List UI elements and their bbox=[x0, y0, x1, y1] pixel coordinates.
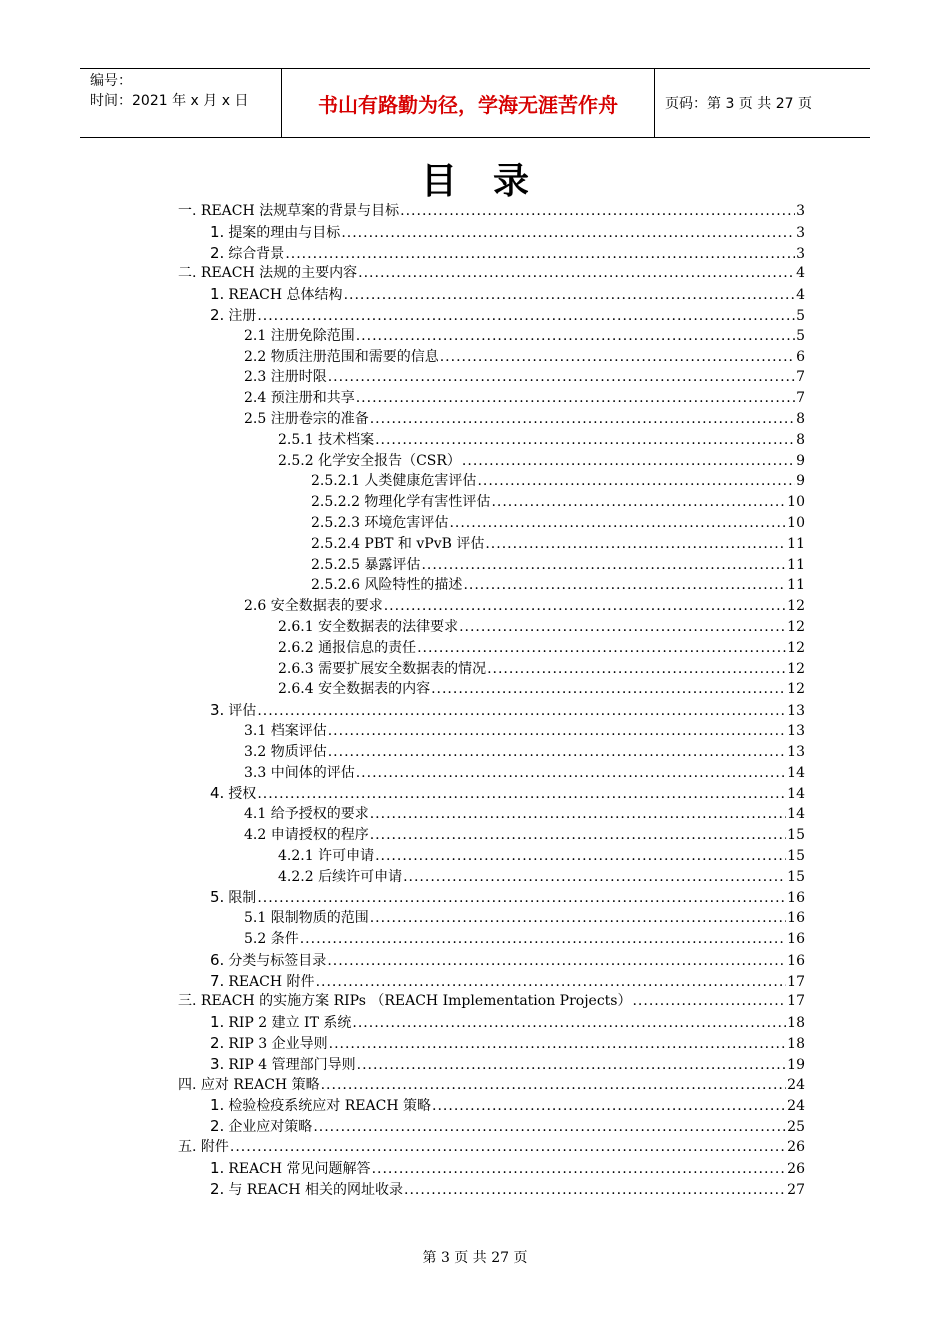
toc-entry[interactable] bbox=[210, 887, 805, 907]
toc-entry[interactable] bbox=[244, 388, 805, 408]
toc-dot-leader bbox=[370, 409, 795, 429]
toc-entry[interactable] bbox=[244, 742, 805, 762]
toc-entry[interactable] bbox=[244, 763, 805, 783]
toc-entry-title bbox=[244, 804, 369, 824]
toc-entry[interactable] bbox=[311, 575, 805, 595]
toc-entry-page: 16 bbox=[787, 952, 805, 969]
toc-entry-text: 检验检疫系统应对 REACH 策略 bbox=[228, 1098, 432, 1115]
toc-entry-text: 五. 附件 bbox=[178, 1139, 229, 1155]
toc-entry-title bbox=[311, 534, 484, 554]
toc-entry-text: 2.6.1 安全数据表的法律要求 bbox=[278, 619, 459, 635]
toc-entry-title bbox=[210, 887, 256, 908]
header-motto: 书山有路勤为径，学海无涯苦作舟 bbox=[282, 69, 655, 137]
toc-entry-title bbox=[178, 263, 357, 283]
toc-entry-text: 一. REACH 法规草案的背景与目标 bbox=[178, 203, 400, 219]
toc-entry-title bbox=[210, 1033, 328, 1054]
toc-entry-text: 分类与标签目录 bbox=[228, 952, 327, 969]
toc-entry-page: 5 bbox=[796, 327, 805, 344]
toc-entry-text: REACH 附件 bbox=[228, 973, 315, 990]
toc-dot-leader bbox=[257, 784, 786, 804]
toc-entry-text: 2.5.2 化学安全报告（CSR） bbox=[278, 452, 461, 469]
toc-entry[interactable] bbox=[244, 367, 805, 387]
toc-entry[interactable] bbox=[278, 867, 805, 887]
toc-entry-page: 3 bbox=[796, 203, 805, 219]
toc-entry-title bbox=[210, 305, 256, 326]
toc-entry[interactable] bbox=[210, 222, 805, 242]
toc-entry[interactable] bbox=[244, 804, 805, 824]
toc-dot-leader bbox=[370, 908, 786, 928]
toc-entry[interactable] bbox=[278, 679, 805, 699]
toc-entry[interactable] bbox=[178, 201, 805, 221]
toc-entry-title bbox=[210, 1095, 431, 1116]
toc-entry-title bbox=[311, 555, 420, 575]
toc-entry-page: 6 bbox=[796, 348, 805, 365]
toc-entry[interactable] bbox=[278, 451, 805, 471]
toc-entry-page: 12 bbox=[787, 598, 805, 615]
toc-entry-page: 25 bbox=[787, 1119, 805, 1136]
toc-entry-title bbox=[178, 201, 399, 221]
toc-entry-title bbox=[178, 1137, 229, 1157]
toc-dot-leader bbox=[344, 285, 796, 305]
toc-entry-number: 1. bbox=[210, 1096, 225, 1115]
toc-entry-text: RIP 2 建立 IT 系统 bbox=[228, 1015, 352, 1032]
toc-entry[interactable] bbox=[278, 659, 805, 679]
toc-entry[interactable] bbox=[210, 700, 805, 720]
toc-entry-page: 12 bbox=[787, 660, 805, 677]
toc-entry-page: 15 bbox=[787, 847, 805, 864]
toc-entry-page: 14 bbox=[787, 764, 805, 781]
toc-entry[interactable] bbox=[278, 638, 805, 658]
toc-entry-page: 10 bbox=[787, 515, 805, 531]
toc-entry-page: 15 bbox=[787, 868, 805, 885]
toc-entry[interactable] bbox=[278, 430, 805, 450]
toc-entry-page: 13 bbox=[787, 743, 805, 760]
toc-entry-title bbox=[311, 471, 476, 491]
toc-entry-page: 4 bbox=[796, 287, 805, 304]
toc-entry-title bbox=[244, 367, 327, 387]
toc-dot-leader bbox=[375, 430, 795, 450]
toc-entry-text: 提案的理由与目标 bbox=[228, 224, 341, 241]
toc-entry[interactable] bbox=[178, 263, 805, 283]
header-date: 时间：2021 年 x 月 x 日 bbox=[90, 93, 249, 109]
toc-entry-page: 18 bbox=[787, 1015, 805, 1032]
toc-entry[interactable] bbox=[210, 783, 805, 803]
toc-title: 目录 bbox=[420, 161, 565, 202]
toc-entry-title bbox=[178, 991, 631, 1011]
toc-entry-page: 19 bbox=[787, 1056, 805, 1073]
toc-entry-number: 1. bbox=[210, 1013, 225, 1032]
toc-dot-leader bbox=[431, 679, 786, 699]
toc-entry-text: 四. 应对 REACH 策略 bbox=[178, 1076, 320, 1093]
toc-entry-number: 2. bbox=[210, 1034, 225, 1052]
toc-entry[interactable] bbox=[210, 1179, 805, 1199]
toc-entry-text: 2.2 物质注册范围和需要的信息 bbox=[244, 348, 439, 365]
toc-entry-number: 1. bbox=[210, 285, 225, 304]
toc-dot-leader bbox=[375, 846, 786, 866]
toc-entry-title bbox=[244, 409, 369, 429]
toc-entry-title bbox=[210, 1158, 371, 1179]
toc-entry-page: 18 bbox=[787, 1036, 805, 1052]
toc-entry-number: 1. bbox=[210, 1158, 225, 1177]
toc-dot-leader bbox=[356, 388, 795, 408]
toc-entry-number: 3. bbox=[210, 701, 225, 720]
toc-entry-page: 11 bbox=[787, 535, 805, 552]
toc-entry-text: 2.5.2.2 物理化学有害性评估 bbox=[311, 494, 491, 511]
toc-entry-title bbox=[278, 659, 486, 679]
toc-dot-leader bbox=[370, 825, 786, 845]
toc-entry[interactable] bbox=[244, 326, 805, 346]
toc-entry-text: 2.5.2.5 暴露评估 bbox=[311, 556, 421, 573]
page-footer: 第 3 页 共 27 页 bbox=[422, 1250, 528, 1266]
toc-entry-title bbox=[210, 284, 343, 305]
toc-entry-page: 3 bbox=[796, 245, 805, 262]
toc-entry-page: 26 bbox=[787, 1160, 805, 1177]
toc-dot-leader bbox=[300, 929, 786, 949]
toc-dot-leader bbox=[372, 1159, 787, 1179]
toc-dot-leader bbox=[341, 223, 795, 243]
toc-entry-text: 2.5.1 技术档案 bbox=[278, 431, 375, 448]
toc-entry-title bbox=[278, 638, 416, 658]
toc-entry-title bbox=[278, 867, 402, 887]
toc-entry-text: 3.3 中间体的评估 bbox=[244, 764, 355, 781]
toc-dot-leader bbox=[356, 326, 795, 346]
toc-dot-leader bbox=[328, 367, 795, 387]
toc-dot-leader bbox=[352, 1013, 786, 1033]
toc-entry-title bbox=[210, 1012, 351, 1033]
toc-entry-text: 三. REACH 的实施方案 RIPs （REACH Implementation Projects） bbox=[178, 993, 632, 1010]
toc-entry[interactable] bbox=[311, 513, 805, 533]
toc-entry-page: 9 bbox=[796, 452, 805, 469]
toc-entry-title bbox=[210, 243, 284, 264]
toc-entry-page: 7 bbox=[796, 369, 805, 386]
toc-entry-page: 14 bbox=[787, 806, 805, 823]
toc-dot-leader bbox=[417, 638, 786, 658]
toc-entry-title bbox=[278, 430, 374, 450]
toc-entry-text: 评估 bbox=[228, 703, 257, 720]
toc-dot-leader bbox=[285, 244, 795, 264]
toc-entry-text: 限制 bbox=[228, 890, 257, 907]
toc-dot-leader bbox=[357, 1055, 787, 1075]
header-page-info: 页码：第 3 页 共 27 页 bbox=[665, 96, 812, 112]
toc-dot-leader bbox=[356, 763, 786, 783]
toc-entry[interactable] bbox=[244, 721, 805, 741]
toc-entry[interactable] bbox=[210, 1012, 805, 1032]
toc-dot-leader bbox=[329, 1034, 787, 1054]
toc-entry-page: 11 bbox=[787, 556, 805, 573]
header-number-label: 编号： bbox=[90, 73, 132, 89]
toc-entry-page: 17 bbox=[787, 973, 805, 990]
toc-entry[interactable] bbox=[244, 409, 805, 429]
toc-entry[interactable] bbox=[178, 1075, 805, 1095]
toc-dot-leader bbox=[328, 721, 786, 741]
toc-entry-title bbox=[178, 1075, 320, 1095]
toc-entry-title bbox=[278, 846, 374, 866]
toc-entry-text: 3.2 物质评估 bbox=[244, 743, 327, 760]
toc-entry-title bbox=[244, 929, 299, 949]
toc-dot-leader bbox=[328, 742, 786, 762]
toc-entry[interactable] bbox=[244, 347, 805, 367]
toc-entry-title bbox=[210, 222, 340, 243]
toc-dot-leader bbox=[257, 888, 786, 908]
toc-dot-leader bbox=[485, 534, 786, 554]
toc-dot-leader bbox=[459, 617, 786, 637]
toc-entry-text: 2.6 安全数据表的要求 bbox=[244, 598, 383, 615]
toc-dot-leader bbox=[257, 306, 795, 326]
toc-dot-leader bbox=[491, 492, 786, 512]
toc-entry-text: 2.4 预注册和共享 bbox=[244, 390, 355, 407]
toc-entry-page: 24 bbox=[787, 1076, 805, 1093]
toc-entry-text: 与 REACH 相关的网址收录 bbox=[228, 1181, 404, 1198]
toc-entry-page: 7 bbox=[796, 390, 805, 407]
toc-dot-leader bbox=[421, 555, 786, 575]
header-meta bbox=[80, 69, 282, 137]
toc-entry-text: 2.6.3 需要扩展安全数据表的情况 bbox=[278, 660, 487, 677]
toc-entry[interactable] bbox=[210, 1158, 805, 1178]
toc-dot-leader bbox=[230, 1137, 786, 1157]
toc-entry-page: 12 bbox=[787, 619, 805, 635]
toc-entry-text: 5.1 限制物质的范围 bbox=[244, 910, 369, 927]
toc-entry-page: 15 bbox=[787, 827, 805, 843]
toc-entry-title bbox=[278, 451, 461, 471]
toc-entry-page: 5 bbox=[796, 308, 805, 324]
toc-entry-page: 26 bbox=[787, 1139, 805, 1155]
toc-entry-page: 10 bbox=[787, 494, 805, 511]
toc-entry-text: 2.1 注册免除范围 bbox=[244, 327, 355, 344]
toc-entry-text: 2.3 注册时限 bbox=[244, 369, 327, 386]
toc-entry-number: 2. bbox=[210, 306, 225, 324]
toc-dot-leader bbox=[370, 804, 786, 824]
toc-entry-page: 12 bbox=[787, 639, 805, 656]
toc-entry-title bbox=[244, 908, 369, 928]
toc-entry[interactable] bbox=[311, 471, 805, 491]
toc-entry[interactable] bbox=[210, 305, 805, 325]
toc-entry-text: 二. REACH 法规的主要内容 bbox=[178, 265, 358, 282]
toc-entry[interactable] bbox=[178, 991, 805, 1011]
toc-entry[interactable] bbox=[311, 555, 805, 575]
toc-entry-title bbox=[244, 721, 327, 741]
toc-entry-title bbox=[244, 825, 369, 845]
toc-entry-text: 4.2.1 许可申请 bbox=[278, 847, 375, 864]
toc-entry-title bbox=[210, 1116, 312, 1137]
toc-entry-title bbox=[210, 1179, 403, 1200]
toc-entry-number: 5. bbox=[210, 888, 225, 907]
toc-entry[interactable] bbox=[178, 1137, 805, 1157]
toc-entry-text: 4.2.2 后续许可申请 bbox=[278, 868, 403, 885]
toc-entry-title bbox=[210, 783, 256, 804]
toc-dot-leader bbox=[487, 659, 786, 679]
toc-entry-title bbox=[311, 513, 448, 533]
toc-entry-text: REACH 常见问题解答 bbox=[228, 1160, 371, 1177]
toc-dot-leader bbox=[321, 1075, 787, 1095]
toc-entry-text: RIP 4 管理部门导则 bbox=[228, 1056, 356, 1073]
toc-entry-title bbox=[244, 763, 355, 783]
toc-dot-leader bbox=[403, 867, 786, 887]
toc-entry-number: 2. bbox=[210, 1179, 225, 1198]
toc-entry[interactable] bbox=[244, 929, 805, 949]
toc-entry-page: 24 bbox=[787, 1098, 805, 1115]
toc-entry[interactable] bbox=[278, 617, 805, 637]
toc-entry-number: 2. bbox=[210, 1117, 225, 1136]
toc-entry-title bbox=[311, 492, 490, 512]
toc-entry-text: 2.6.4 安全数据表的内容 bbox=[278, 681, 431, 698]
toc-entry[interactable] bbox=[210, 971, 805, 991]
toc-entry-title bbox=[244, 388, 355, 408]
toc-entry[interactable] bbox=[210, 284, 805, 304]
toc-entry-text: 授权 bbox=[228, 786, 257, 803]
toc-dot-leader bbox=[257, 701, 786, 721]
toc-dot-leader bbox=[432, 1096, 786, 1116]
toc-entry-page: 9 bbox=[796, 473, 805, 490]
toc-dot-leader bbox=[463, 575, 786, 595]
toc-dot-leader bbox=[400, 201, 795, 221]
toc-entry-page: 16 bbox=[787, 931, 805, 947]
toc-entry[interactable] bbox=[210, 950, 805, 970]
toc-entry-title bbox=[210, 950, 326, 971]
toc-entry-page: 4 bbox=[796, 265, 805, 282]
toc-entry-page: 16 bbox=[787, 910, 805, 927]
toc-entry-text: 4.2 申请授权的程序 bbox=[244, 827, 369, 843]
toc-entry-text: 5.2 条件 bbox=[244, 931, 299, 947]
toc-entry-title bbox=[244, 742, 327, 762]
toc-dot-leader bbox=[449, 513, 786, 533]
toc-entry-page: 27 bbox=[787, 1181, 805, 1198]
toc-entry-title bbox=[244, 596, 383, 616]
toc-entry-text: 2.5.2.6 风险特性的描述 bbox=[311, 577, 463, 594]
toc-dot-leader bbox=[316, 972, 787, 992]
toc-entry-text: 2.6.2 通报信息的责任 bbox=[278, 639, 417, 656]
toc-entry-page: 14 bbox=[787, 786, 805, 803]
toc-entry-text: 4.1 给予授权的要求 bbox=[244, 806, 369, 823]
toc-dot-leader bbox=[404, 1180, 786, 1200]
toc-entry-page: 16 bbox=[787, 890, 805, 907]
toc-entry-title bbox=[244, 347, 439, 367]
toc-entry-number: 1. bbox=[210, 222, 225, 241]
toc-entry[interactable] bbox=[244, 596, 805, 616]
toc-entry[interactable] bbox=[210, 243, 805, 263]
page-header bbox=[80, 68, 870, 138]
toc-entry-page: 13 bbox=[787, 703, 805, 720]
toc-entry-number: 3. bbox=[210, 1054, 225, 1073]
toc-entry-text: REACH 总体结构 bbox=[228, 287, 343, 304]
toc-entry-title bbox=[278, 617, 458, 637]
toc-entry-title bbox=[210, 971, 315, 992]
toc-entry-page: 8 bbox=[796, 411, 805, 427]
toc-entry-title bbox=[278, 679, 430, 699]
toc-entry-text: 注册 bbox=[228, 308, 257, 324]
toc-entry-page: 11 bbox=[787, 577, 805, 594]
toc-dot-leader bbox=[462, 451, 795, 471]
toc-entry-text: 2.5.2.3 环境危害评估 bbox=[311, 515, 449, 531]
toc-entry-text: 2.5.2.1 人类健康危害评估 bbox=[311, 473, 477, 490]
toc-entry-page: 13 bbox=[787, 723, 805, 739]
toc-entry-number: 6. bbox=[210, 950, 225, 969]
toc-entry-title bbox=[311, 575, 462, 595]
toc-entry-text: RIP 3 企业导则 bbox=[228, 1036, 328, 1052]
toc-entry[interactable] bbox=[311, 534, 805, 554]
toc-entry[interactable] bbox=[311, 492, 805, 512]
toc-entry-title bbox=[210, 700, 256, 721]
toc-entry-page: 3 bbox=[796, 224, 805, 241]
toc-entry[interactable] bbox=[210, 1095, 805, 1115]
toc-entry-text: 3.1 档案评估 bbox=[244, 723, 327, 739]
toc-entry-title bbox=[210, 1054, 356, 1075]
toc-entry-text: 企业应对策略 bbox=[228, 1119, 313, 1136]
toc-entry[interactable] bbox=[210, 1116, 805, 1136]
toc-entry[interactable] bbox=[210, 1033, 805, 1053]
toc-dot-leader bbox=[313, 1117, 786, 1137]
toc-entry-text: 2.5.2.4 PBT 和 vPvB 评估 bbox=[311, 535, 485, 552]
toc-dot-leader bbox=[477, 471, 795, 491]
toc-entry-number: 4. bbox=[210, 784, 225, 803]
toc-entry[interactable] bbox=[210, 1054, 805, 1074]
toc-entry-number: 2. bbox=[210, 243, 225, 262]
toc-entry[interactable] bbox=[244, 825, 805, 845]
toc-entry-page: 17 bbox=[787, 993, 805, 1010]
toc-dot-leader bbox=[358, 263, 795, 283]
toc-entry-text: 2.5 注册卷宗的准备 bbox=[244, 411, 369, 427]
toc-entry-number: 7. bbox=[210, 971, 225, 990]
toc-entry[interactable] bbox=[278, 846, 805, 866]
toc-entry-text: 综合背景 bbox=[228, 245, 285, 262]
toc-dot-leader bbox=[440, 347, 795, 367]
toc-entry-page: 12 bbox=[787, 681, 805, 698]
toc-entry-title bbox=[244, 326, 355, 346]
toc-dot-leader bbox=[384, 596, 786, 616]
toc-entry[interactable] bbox=[244, 908, 805, 928]
toc-dot-leader bbox=[632, 991, 786, 1011]
toc-dot-leader bbox=[327, 951, 786, 971]
toc-entry-page: 8 bbox=[796, 431, 805, 448]
